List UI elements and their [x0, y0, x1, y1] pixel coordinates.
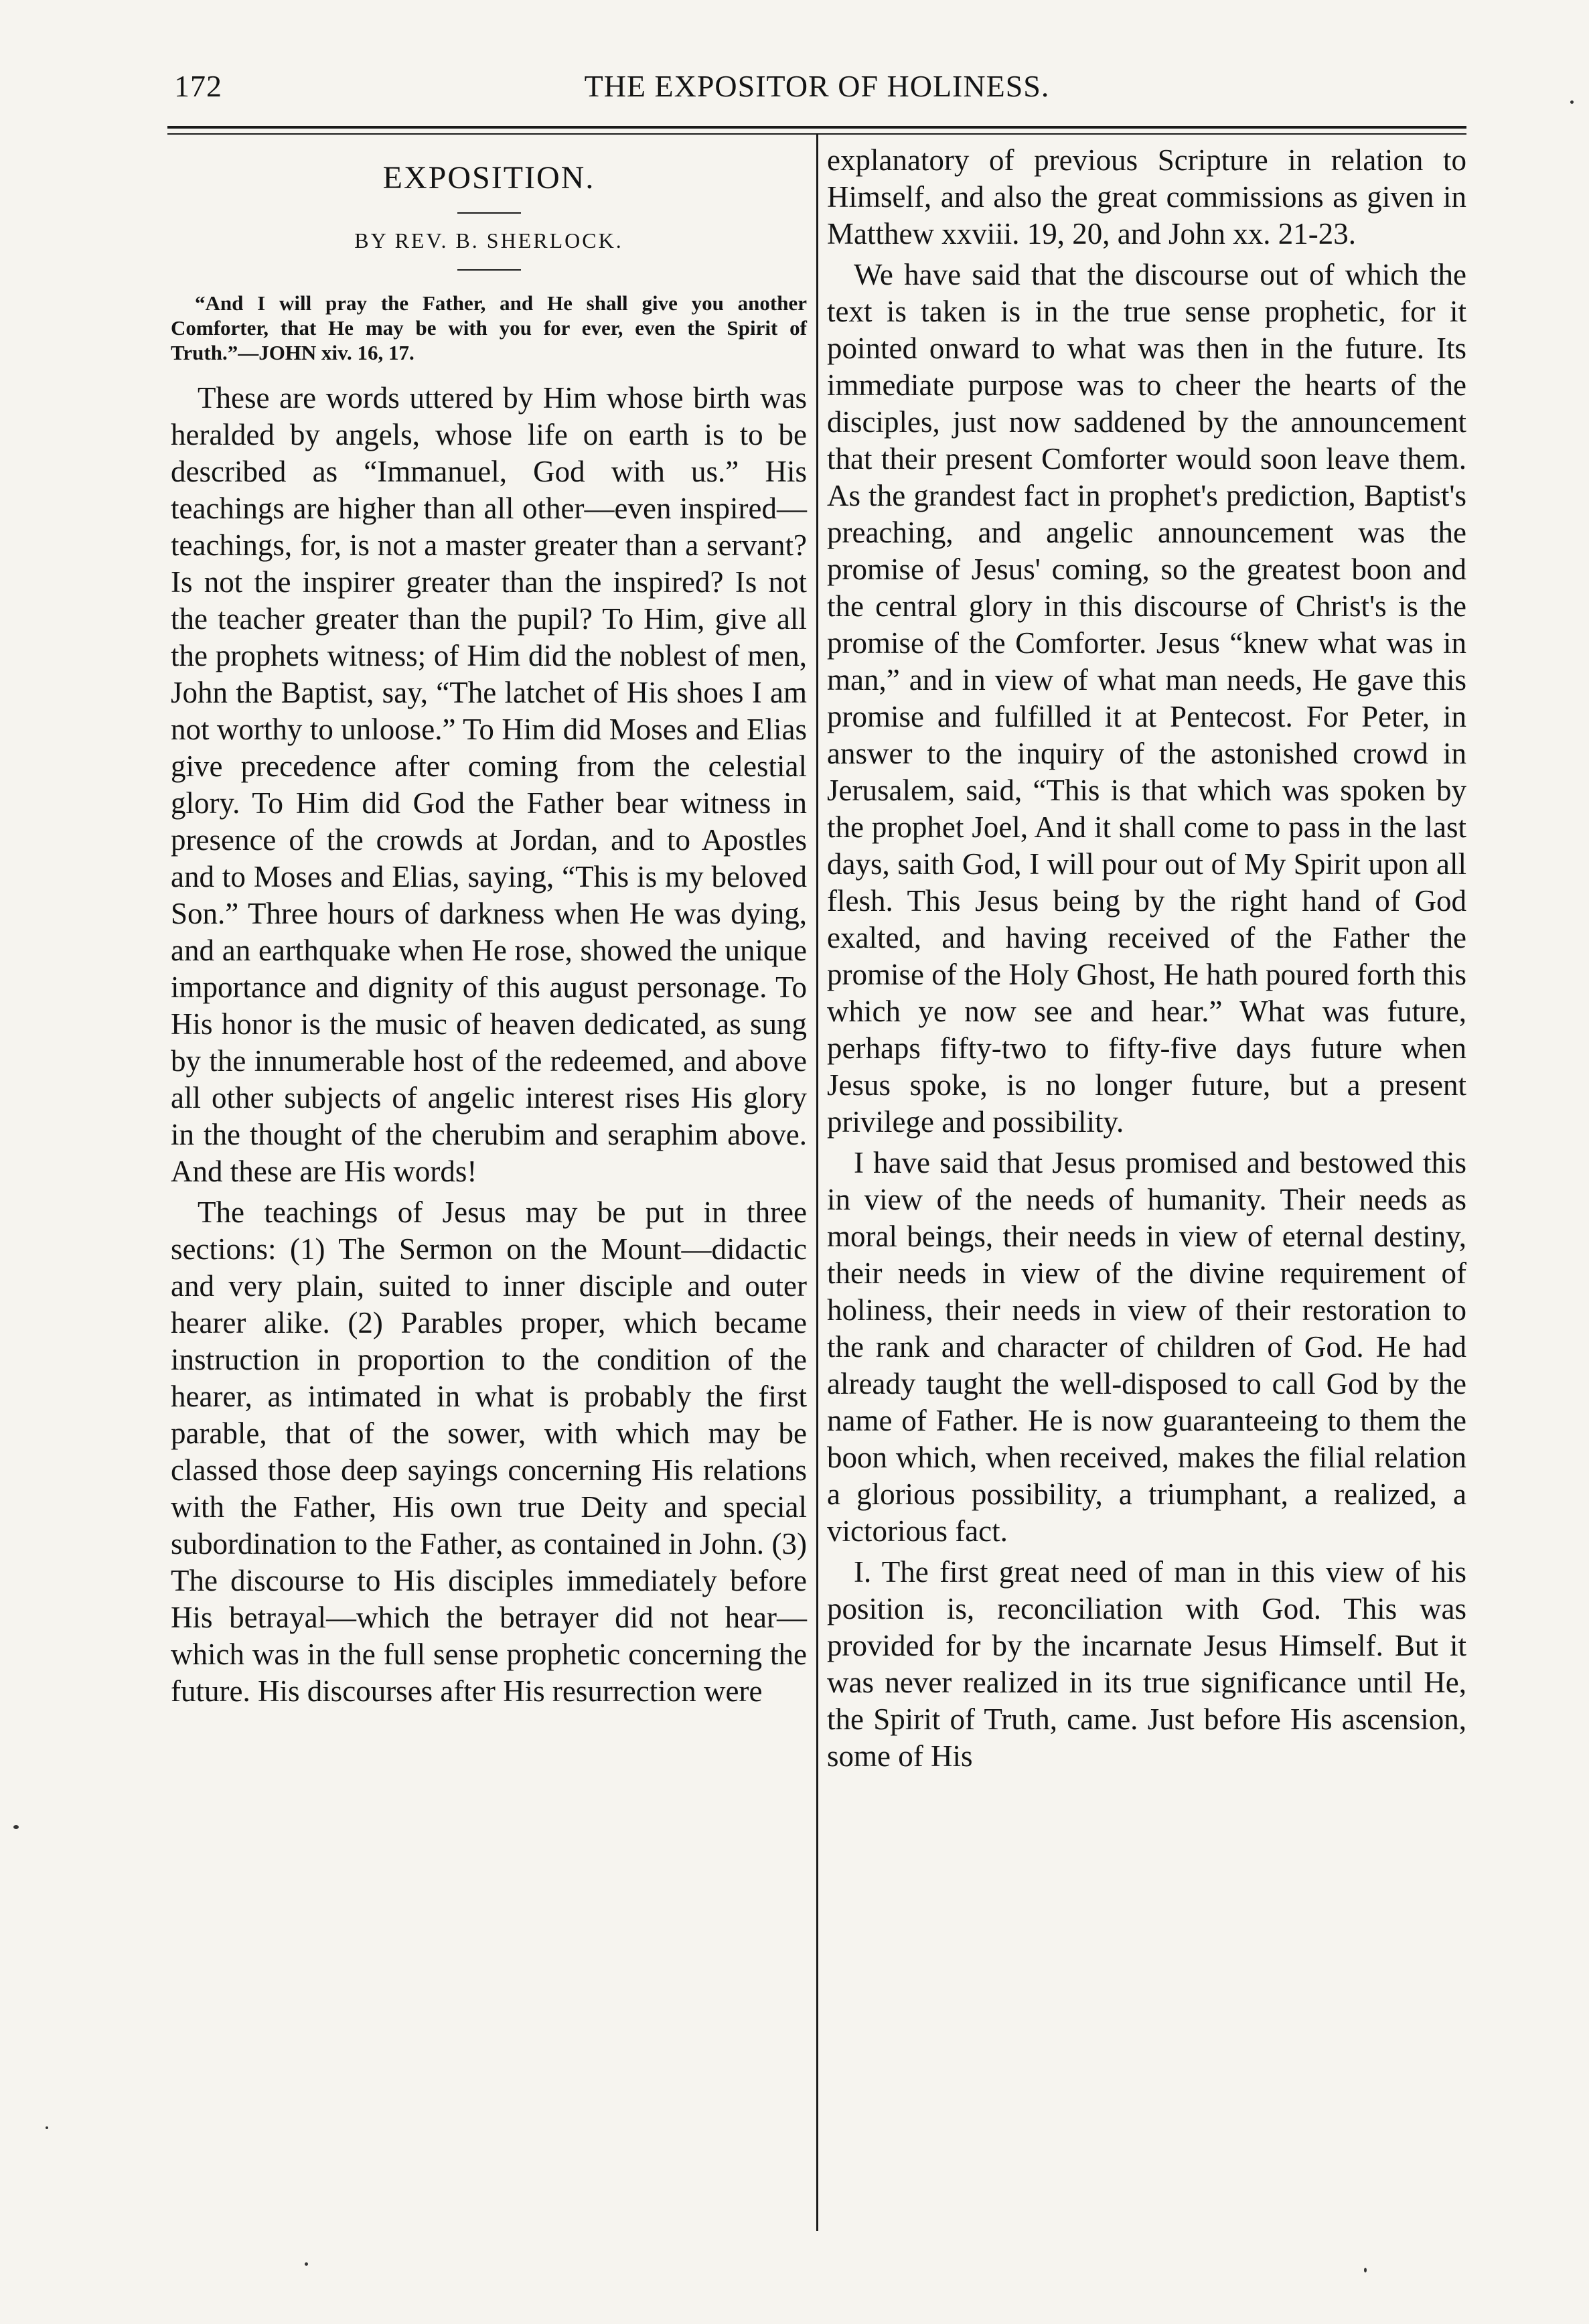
running-header [167, 62, 1466, 115]
left-column-body [171, 380, 807, 1710]
paragraph: I. The first great need of man in this view of his position is, reconciliation with God. This was provided for by the incarnate Jesus Himself. But it was never realized in its true significance until He, the Spirit of Truth, came. Just before His ascension, some of His [827, 1555, 1466, 1773]
right-column-body [827, 142, 1466, 1775]
epigraph: “And I will pray the Father, and He shall give you another Comforter, that He may be with you for ever, even the Spirit of Truth.”—JOHN xiv. 16, 17. [171, 291, 807, 364]
print-speck [1570, 100, 1574, 104]
header-rule-thick [167, 126, 1466, 129]
print-speck [13, 1825, 19, 1829]
left-column [171, 142, 807, 1710]
page-number: 172 [174, 69, 222, 103]
title-rule [457, 212, 521, 214]
article-byline: BY REV. B. SHERLOCK. [354, 228, 623, 252]
print-speck [1364, 2268, 1367, 2272]
article-title: EXPOSITION. [382, 160, 595, 196]
paragraph: The teachings of Jesus may be put in three sections: (1) The Sermon on the Mount—didactic and very plain, suited to inner disciple and outer hearer alike. (2) Parables proper, which became instruction in proportion to the condition of the hearer, as intimated in what is probably the first parable, that of the sower, with which may be classed those deep sayings concerning His relations with the Father, His own true Deity and special subordination to the Father, as contained in John. (3) The discourse to His disciples immediately before His betrayal—which the betrayer did not hear—which was in the full sense prophetic concerning the future. His discourses after His resurrection were [171, 1195, 807, 1708]
paragraph: We have said that the discourse out of which the text is taken is in the true sense prophetic, for it pointed onward to what was then in the future. Its immediate purpose was to cheer the hearts of the disciples, just now saddened by the announcement that their present Comforter would soon leave them. As the grandest fact in prophet's prediction, Baptist's preaching, and angelic announcement was the promise of Jesus' coming, so the greatest boon and the central glory in this discourse of Christ's is the promise of the Comforter. Jesus “knew what was in man,” and in view of what man needs, He gave this promise and fulfilled it at Pentecost. For Peter, in answer to the inquiry of the astonished crowd in Jerusalem, said, “This is that which was spoken by the prophet Joel, And it shall come to pass in the last days, saith God, I will pour out of My Spirit upon all flesh. This Jesus being by the right hand of God exalted, and having received of the Father the promise of the Holy Ghost, He hath poured forth this which ye now see and hear.” What was future, perhaps fifty-two to fifty-five days future when Jesus spoke, is no longer future, but a present privilege and possibility. [827, 258, 1466, 1139]
paragraph: I have said that Jesus promised and bestowed this in view of the needs of humanity. Their needs as moral beings, their needs in view of eternal destiny, their needs in view of the divine requirement of holiness, their needs in view of their restoration to the rank and character of children of God. He had already taught the well-disposed to call God by the name of Father. He is now guaranteeing to them the boon which, when received, makes the filial relation a glorious possibility, a triumphant, a realized, a victorious fact. [827, 1146, 1466, 1548]
print-speck [305, 2262, 308, 2266]
running-title: THE EXPOSITOR OF HOLINESS. [584, 69, 1050, 103]
paragraph: These are words uttered by Him whose birth was heralded by angels, whose life on earth is to be described as “Immanuel, God with us.” His teachings are higher than all other—even inspired—teachings, for, is not a master greater than a servant? Is not the inspirer greater than the inspired? Is not the teacher greater than the pupil? To Him, give all the prophets witness; of Him did the noblest of men, John the Baptist, say, “The latchet of His shoes I am not worthy to unloose.” To Him did Moses and Elias give precedence after coming from the celestial glory. To Him did God the Father bear witness in presence of the crowds at Jordan, and to Apostles and to Moses and Elias, saying, “This is my beloved Son.” Three hours of darkness when He was dying, and an earthquake when He rose, showed the unique importance and dignity of this august personage. To His honor is the music of heaven dedicated, as sung by the innumerable host of the redeemed, and above all other subjects of angelic interest rises His glory in the thought of the cherubim and seraphim above. And these are His words! [171, 381, 807, 1188]
column-divider [816, 135, 818, 2231]
print-speck [46, 2126, 48, 2129]
right-column [827, 142, 1466, 1775]
byline-rule [457, 269, 521, 271]
continued-paragraph: explanatory of previous Scripture in relation to Himself, and also the great commissions as given in Matthew xxviii. 19, 20, and John xx. 21-23. [827, 143, 1466, 250]
